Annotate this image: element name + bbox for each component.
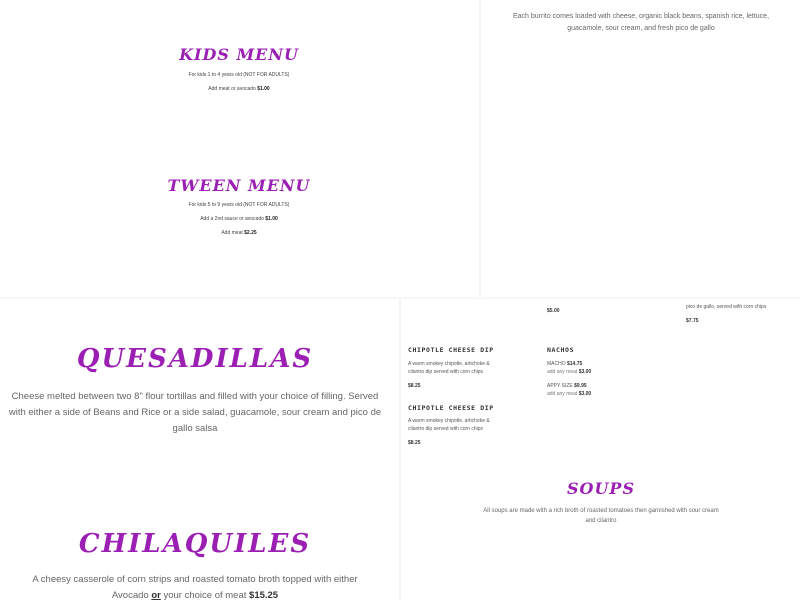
nachos-macho-price: $14.75 <box>567 361 583 367</box>
kids-age-text: For kids 1 to 4 years old (NOT FOR ADULTS) <box>188 72 290 78</box>
dip2-title: CHIPOTLE CHEESE DIP <box>408 404 494 412</box>
top-mid-price: $5.00 <box>547 308 560 314</box>
dip2-price: $8.25 <box>408 440 421 446</box>
nachos-add2-label: add any meat <box>547 391 579 397</box>
chilaquiles-description <box>0 572 390 600</box>
tween-meat-note <box>0 230 478 236</box>
tween-sauce-text: Add a 2nd sauce or avocado <box>200 216 266 222</box>
chilaquiles-desc-line1: A cheesy casserole of corn strips and roasted tomato broth topped with either <box>32 574 358 585</box>
quesadillas-desc-line1: Cheese melted between two 8" flour tortillas and filled with your choice of filling. Served <box>11 391 379 402</box>
top-right-price: $7.75 <box>686 318 699 324</box>
quesadillas-desc-line3: gallo salsa <box>172 423 218 434</box>
burrito-desc-line2: guacamole, sour cream, and fresh pico de gallo <box>567 25 715 32</box>
quesadillas-description <box>0 389 390 437</box>
kids-menu-title: KIDS MENU <box>179 45 299 64</box>
soups-desc-line2: and cilantro <box>585 518 617 524</box>
kids-tween-panel <box>0 0 478 296</box>
quesadillas-chilaquiles-panel <box>0 300 398 600</box>
dip1-title: CHIPOTLE CHEESE DIP <box>408 346 494 354</box>
nachos-macho <box>547 360 582 368</box>
soups-title: SOUPS <box>566 479 636 498</box>
nachos-add1-label: add any meat <box>547 369 579 375</box>
appetizers-soups-panel <box>402 300 800 600</box>
nachos-title: NACHOS <box>547 346 575 354</box>
dip2-desc2: cilantro dip served with corn chips <box>408 426 484 432</box>
nachos-add2-price: $3.00 <box>578 391 592 397</box>
chilaquiles-or-text: or <box>151 590 161 600</box>
tween-meat-price: $2.25 <box>244 230 257 236</box>
dip2-desc1: A warm smokey chipotle, artichoke & <box>408 418 490 424</box>
chilaquiles-avocado-text: Avocado <box>111 590 152 600</box>
chilaquiles-desc-line2 <box>0 588 390 600</box>
kids-add-price: $1.00 <box>257 86 270 92</box>
quesadillas-title: QUESADILLAS <box>76 344 314 374</box>
nachos-add1-price: $3.00 <box>578 369 592 375</box>
kids-add-text: Add meat or avocado <box>208 86 258 92</box>
soups-desc-line1: All soups are made with a rich broth of roasted tomatoes then garnished with sour cream <box>483 508 719 514</box>
top-right-desc: pico de gallo, served with corn chips <box>686 304 767 310</box>
nachos-appy-label: APPY SIZE <box>547 383 575 389</box>
soups-description <box>402 506 800 526</box>
tween-menu-title: TWEEN MENU <box>167 176 311 195</box>
tween-sauce-price: $1.00 <box>265 216 278 222</box>
dip1-desc2: cilantro dip served with corn chips <box>408 369 484 375</box>
chilaquiles-meat-text: your choice of meat <box>160 590 250 600</box>
kids-add-note <box>0 86 478 92</box>
nachos-appy-price: $9.95 <box>574 383 587 389</box>
nachos-add2 <box>547 390 591 398</box>
dip1-price: $8.25 <box>408 383 421 389</box>
nachos-macho-label: MACHO <box>547 361 567 367</box>
tween-age-note <box>0 202 478 208</box>
nachos-add1 <box>547 368 591 376</box>
burrito-desc-line1: Each burrito comes loaded with cheese, organic black beans, spanish rice, lettuce, <box>512 13 770 20</box>
nachos-appy <box>547 382 587 390</box>
tween-meat-text: Add meat <box>221 230 245 236</box>
chilaquiles-title: CHILAQUILES <box>78 529 312 559</box>
burrito-panel <box>482 0 800 296</box>
burrito-description <box>482 11 800 35</box>
tween-sauce-note <box>0 216 478 222</box>
dip1-desc1: A warm smokey chipotle, artichoke & <box>408 361 490 367</box>
quesadillas-desc-line2: with either a side of Beans and Rice or a side salad, guacamole, sour cream and pico de <box>8 407 382 418</box>
chilaquiles-price: $15.25 <box>249 590 279 600</box>
tween-age-text: For kids 5 to 9 years old (NOT FOR ADULTS) <box>188 202 290 208</box>
kids-age-note <box>0 72 478 78</box>
